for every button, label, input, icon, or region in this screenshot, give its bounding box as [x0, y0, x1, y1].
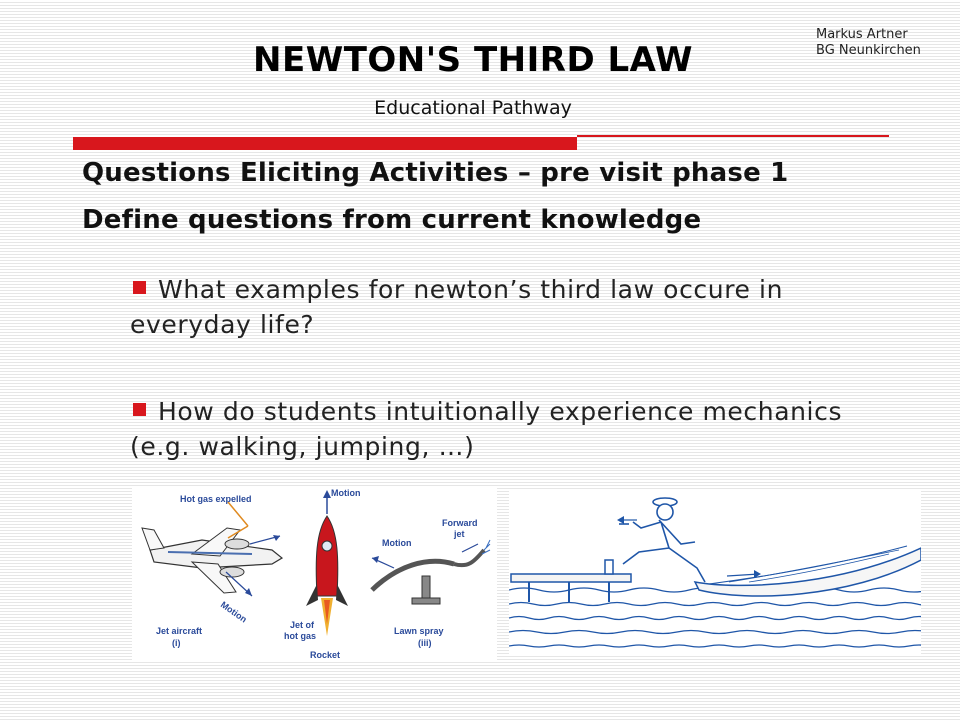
illustration-action-reaction-examples	[132, 488, 497, 662]
author-name: Markus Artner	[816, 27, 908, 42]
section-heading: Questions Eliciting Activities – pre visit phase 1	[82, 158, 789, 188]
label-motion-plane: Motion	[218, 599, 249, 625]
label-rocket: Rocket	[310, 650, 341, 660]
label-jet-of: Jet of	[290, 620, 315, 630]
water-waves	[509, 588, 921, 647]
bullet-item	[130, 394, 870, 464]
section-subheading: Define questions from current knowledge	[82, 205, 702, 235]
label-hot-gas-expelled: Hot gas expelled	[180, 494, 252, 504]
label-lawn-spray: Lawn spray	[394, 626, 444, 636]
label-hot-gas: hot gas	[284, 631, 317, 641]
man-stepping-from-boat-illustration	[509, 490, 921, 654]
label-jet-aircraft-num: (i)	[172, 638, 181, 648]
lawn-spray-drawing	[372, 540, 490, 604]
illustration-boat-step	[509, 490, 921, 654]
accent-bar-thin	[577, 135, 889, 137]
bullet-text: What examples for newton’s third law occure in everyday life?	[130, 275, 784, 339]
slide-subtitle: Educational Pathway	[374, 97, 572, 119]
label-forward: Forward	[442, 518, 478, 528]
label-motion-spray: Motion	[382, 538, 412, 548]
bullet-item	[130, 272, 870, 342]
man-drawing	[619, 498, 705, 582]
bullet-square-icon	[133, 281, 146, 294]
label-jet-aircraft: Jet aircraft	[156, 626, 203, 636]
slide-title: NEWTON'S THIRD LAW	[253, 40, 693, 80]
rocket-drawing	[306, 490, 348, 636]
jet-aircraft-drawing	[142, 502, 282, 596]
label-jet: jet	[454, 529, 465, 539]
dock-drawing	[511, 560, 631, 602]
accent-bar-thick	[73, 137, 577, 150]
author-school: BG Neunkirchen	[816, 43, 921, 58]
label-lawn-spray-num: (iii)	[418, 638, 432, 648]
bullet-square-icon	[133, 403, 146, 416]
label-motion-rocket: Motion	[331, 488, 361, 498]
jet-rocket-lawn-spray-illustration	[132, 488, 497, 662]
bullet-text: How do students intuitionally experience mechanics (e.g. walking, jumping, …)	[130, 397, 843, 461]
